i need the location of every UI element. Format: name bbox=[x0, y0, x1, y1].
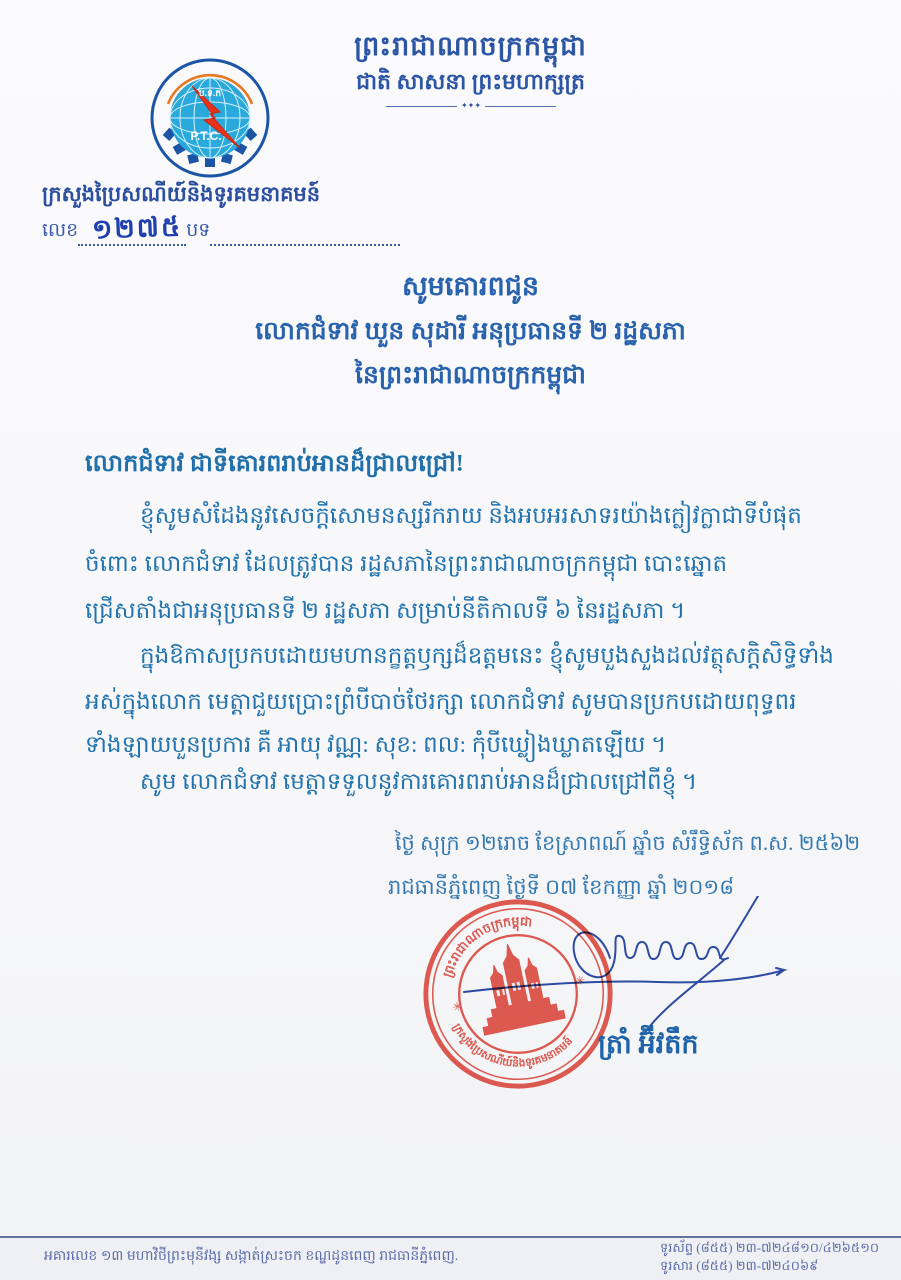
stamp-ring-text-top: ព្រះរាជាណាចក្រកម្ពុជា bbox=[439, 913, 534, 980]
footer-address: អគារលេខ ១៣ មហាវិថីព្រះមុនីវង្ស សង្កាត់ស្រះចក ខណ្ឌដូនពេញ រាជធានីភ្នំពេញ. bbox=[44, 1249, 459, 1264]
paragraph1-line1: ខ្ញុំសូមសំដែងនូវសេចក្តីសោមនស្សរីករាយ និងអបអរសាទរយ៉ាងក្លៀវក្លាជាទីបំផុត bbox=[140, 503, 802, 528]
kingdom-motto-line2: ជាតិ សាសនា ព្រះមហាក្សត្រ bbox=[356, 69, 585, 94]
logo-latin-acronym: P.T.C. bbox=[190, 129, 222, 143]
reference-dotted-blank-2 bbox=[210, 224, 400, 246]
kingdom-motto-line1: ព្រះរាជាណាចក្រកម្ពុជា bbox=[354, 31, 587, 61]
header-ornament-divider: ✦✦✦ bbox=[386, 103, 556, 109]
reference-number-handwritten: ១២៧៥ bbox=[91, 211, 183, 245]
svg-text:✳: ✳ bbox=[574, 973, 587, 989]
stamp-ring-text-bottom: ក្រសួងប្រៃសណីយ៍និងទូរគមនាគមន៍ bbox=[450, 1021, 576, 1070]
salutation-recipient: លោកជំទាវ ឃួន សុដារី អនុប្រធានទី ២ រដ្ឋសភា bbox=[255, 318, 686, 345]
footer-divider-line bbox=[0, 1236, 901, 1238]
svg-text:✳: ✳ bbox=[451, 999, 464, 1015]
paragraph2-line3: ទាំងឡាយបួនប្រការ គឺ អាយុ វណ្ណ: សុខ: ពល: កុំបីឃ្លៀងឃ្លាតឡើយ ។ bbox=[85, 732, 667, 757]
footer-phone: ទូរស័ព្ទ (៨៥៥) ២៣-៧២៤៨១០/៤២៦៥១០ bbox=[660, 1240, 880, 1255]
minister-signature bbox=[462, 896, 792, 1046]
ptc-ministry-logo-icon bbox=[148, 56, 272, 180]
paragraph1-line2: ចំពោះ លោកជំទាវ ដែលត្រូវបាន រដ្ឋសភានៃព្រះរាជាណាចក្រកម្ពុជា បោះឆ្នោត bbox=[85, 551, 728, 576]
paragraph2-line1: ក្នុងឱកាសប្រកបដោយមហានក្ខត្តឫក្សដ៏ឧត្តមនេះ ខ្ញុំសូមបួងសួងដល់វត្ថុសក្តិសិទ្ធិទាំង bbox=[140, 643, 834, 668]
salutation-recipient-country: នៃព្រះរាជាណាចក្រកម្ពុជា bbox=[355, 362, 586, 389]
reference-suffix: បទ bbox=[186, 220, 211, 241]
gregorian-date-line: រាជធានីភ្នំពេញ ថ្ងៃទី ០៧ ខែកញ្ញា ឆ្នាំ ២០១៨ bbox=[388, 875, 735, 899]
salutation-heading: សូមគោរពជូន bbox=[401, 271, 540, 301]
reference-label: លេខ bbox=[42, 220, 79, 241]
closing-line: សូម លោកជំទាវ មេត្តាទទួលនូវការគោរពរាប់អានដ៏ជ្រាលជ្រៅពីខ្ញុំ ។ bbox=[140, 769, 698, 794]
ministry-name: ក្រសួងប្រៃសណីយ៍និងទូរគមនាគមន៍ bbox=[42, 182, 321, 206]
paragraph2-line2: អស់ក្នុងលោក មេត្តាជួយប្រោះព្រំបីបាច់ថែរក្សា លោកជំទាវ សូមបានប្រកបដោយពុទ្ធពរ bbox=[85, 689, 797, 714]
signatory-name: ត្រាំ អ៊ីវតឹក bbox=[598, 1029, 699, 1059]
logo-khmer-acronym: ប.ទ.ក bbox=[198, 88, 222, 98]
footer-fax: ទូរសារ (៨៥៥) ២៣-៧២៤០៦៩ bbox=[660, 1258, 819, 1273]
paragraph1-line3: ជ្រើសតាំងជាអនុប្រធានទី ២ រដ្ឋសភា សម្រាប់នីតិកាលទី ៦ នៃរដ្ឋសភា ។ bbox=[85, 598, 686, 623]
lunar-date-line: ថ្ងៃ សុក្រ ១២រោច ខែស្រាពណ៍ ឆ្នាំច សំរឹទ្ធិស័ក ព.ស. ២៥៦២ bbox=[394, 831, 861, 855]
letter-greeting: លោកជំទាវ ជាទីគោរពរាប់អានដ៏ជ្រាលជ្រៅ! bbox=[85, 451, 464, 477]
